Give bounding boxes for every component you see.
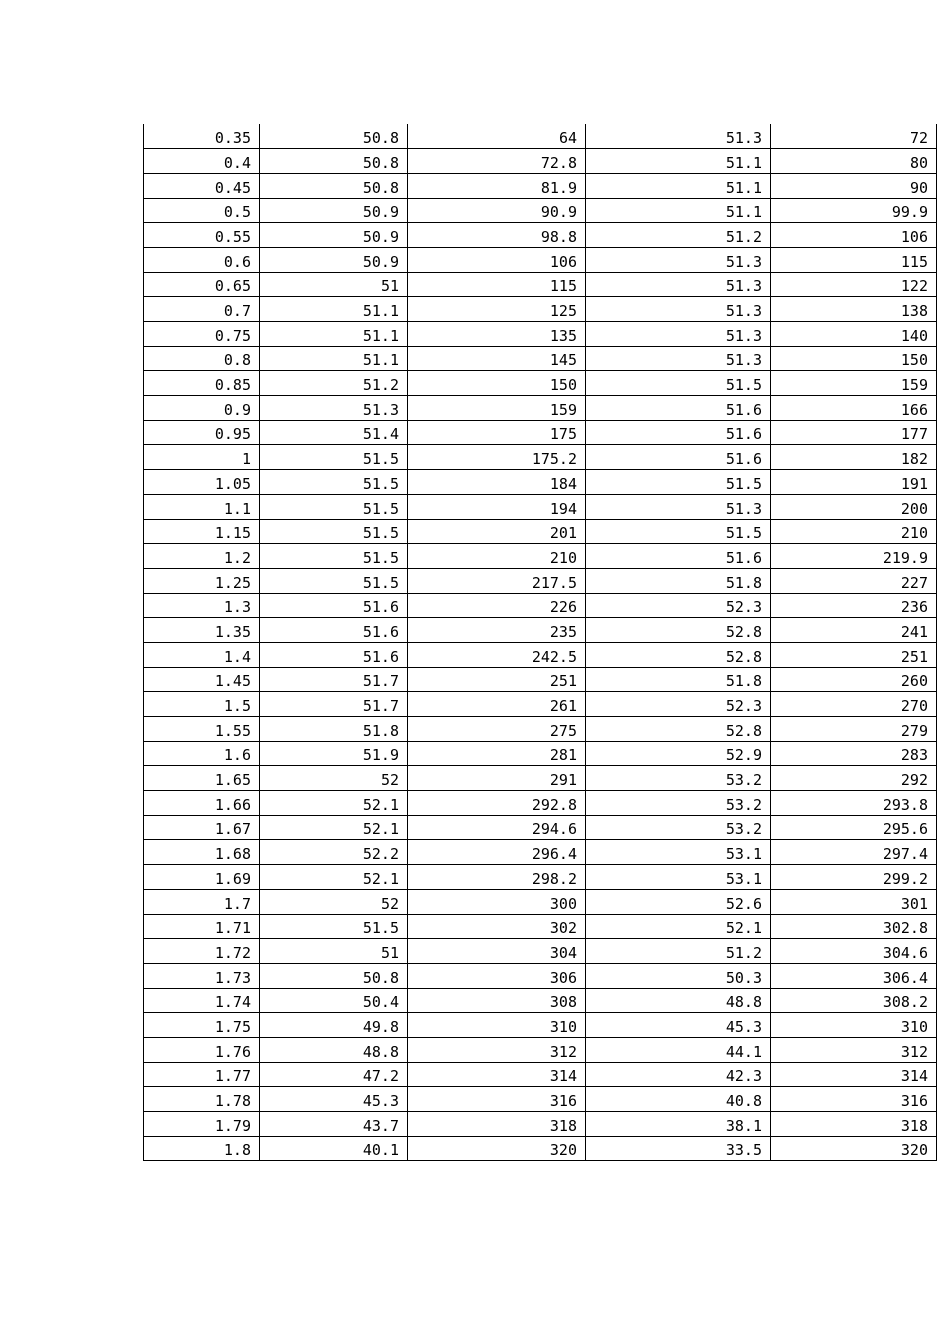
- table-cell: 304: [408, 939, 586, 964]
- table-cell: 227: [771, 568, 937, 593]
- table-cell: 1.69: [144, 865, 260, 890]
- table-cell: 0.7: [144, 297, 260, 322]
- table-cell: 1.25: [144, 568, 260, 593]
- table-cell: 52.1: [260, 791, 408, 816]
- table-cell: 53.2: [586, 815, 771, 840]
- table-cell: 49.8: [260, 1013, 408, 1038]
- table-cell: 51.1: [260, 322, 408, 347]
- table-row: [144, 272, 937, 297]
- table-row: [144, 223, 937, 248]
- table-cell: 50.3: [586, 963, 771, 988]
- table-cell: 308.2: [771, 988, 937, 1013]
- table-cell: 1.68: [144, 840, 260, 865]
- table-cell: 316: [408, 1087, 586, 1112]
- table-row: [144, 865, 937, 890]
- table-cell: 122: [771, 272, 937, 297]
- table-row: [144, 346, 937, 371]
- table-cell: 51.9: [260, 741, 408, 766]
- table-cell: 50.9: [260, 223, 408, 248]
- table-cell: 177: [771, 420, 937, 445]
- table-row: [144, 963, 937, 988]
- table-row: [144, 494, 937, 519]
- table-cell: 51.6: [586, 544, 771, 569]
- table-row: [144, 1112, 937, 1137]
- table-cell: 314: [771, 1062, 937, 1087]
- table-cell: 115: [408, 272, 586, 297]
- table-cell: 90: [771, 173, 937, 198]
- table-cell: 51.5: [260, 519, 408, 544]
- table-cell: 51.2: [260, 371, 408, 396]
- table-row: [144, 396, 937, 421]
- table-cell: 194: [408, 494, 586, 519]
- table-cell: 40.8: [586, 1087, 771, 1112]
- table-cell: 210: [408, 544, 586, 569]
- table-row: [144, 445, 937, 470]
- table-cell: 1.3: [144, 593, 260, 618]
- table-cell: 1.73: [144, 963, 260, 988]
- table-cell: 261: [408, 692, 586, 717]
- table-cell: 159: [771, 371, 937, 396]
- table-cell: 53.2: [586, 766, 771, 791]
- table-cell: 166: [771, 396, 937, 421]
- table-cell: 51.5: [260, 494, 408, 519]
- table-cell: 300: [408, 889, 586, 914]
- table-cell: 306: [408, 963, 586, 988]
- table-cell: 52.9: [586, 741, 771, 766]
- table-cell: 52.1: [260, 865, 408, 890]
- table-cell: 1.74: [144, 988, 260, 1013]
- table-cell: 50.9: [260, 247, 408, 272]
- table-cell: 51.5: [260, 470, 408, 495]
- table-cell: 53.2: [586, 791, 771, 816]
- table-cell: 51.1: [260, 297, 408, 322]
- table-cell: 50.8: [260, 149, 408, 174]
- table-row: [144, 1037, 937, 1062]
- table-cell: 43.7: [260, 1112, 408, 1137]
- table-row: [144, 815, 937, 840]
- table-row: [144, 692, 937, 717]
- table-cell: 312: [408, 1037, 586, 1062]
- table-cell: 52.1: [260, 815, 408, 840]
- table-cell: 312: [771, 1037, 937, 1062]
- table-cell: 1.1: [144, 494, 260, 519]
- table-cell: 51.5: [260, 914, 408, 939]
- table-cell: 297.4: [771, 840, 937, 865]
- table-cell: 51.1: [260, 346, 408, 371]
- table-row: [144, 939, 937, 964]
- table-cell: 51.4: [260, 420, 408, 445]
- table-row: [144, 247, 937, 272]
- table-row: [144, 1136, 937, 1161]
- table-cell: 51.6: [586, 445, 771, 470]
- table-cell: 1.77: [144, 1062, 260, 1087]
- table-cell: 51.8: [586, 568, 771, 593]
- table-cell: 191: [771, 470, 937, 495]
- table-row: [144, 544, 937, 569]
- table-cell: 1.7: [144, 889, 260, 914]
- table-row: [144, 791, 937, 816]
- table-cell: 40.1: [260, 1136, 408, 1161]
- table-row: [144, 840, 937, 865]
- table-cell: 292.8: [408, 791, 586, 816]
- table-cell: 52.2: [260, 840, 408, 865]
- table-cell: 72: [771, 124, 937, 149]
- table-cell: 45.3: [586, 1013, 771, 1038]
- table-cell: 1.75: [144, 1013, 260, 1038]
- table-cell: 201: [408, 519, 586, 544]
- table-cell: 281: [408, 741, 586, 766]
- table-cell: 1.05: [144, 470, 260, 495]
- table-cell: 314: [408, 1062, 586, 1087]
- table-cell: 1.35: [144, 618, 260, 643]
- table-cell: 0.65: [144, 272, 260, 297]
- table-cell: 52.3: [586, 593, 771, 618]
- table-cell: 1.72: [144, 939, 260, 964]
- table-cell: 219.9: [771, 544, 937, 569]
- table-row: [144, 618, 937, 643]
- table-row: [144, 741, 937, 766]
- table-cell: 293.8: [771, 791, 937, 816]
- table-cell: 51.1: [586, 198, 771, 223]
- table-cell: 236: [771, 593, 937, 618]
- table-cell: 1.79: [144, 1112, 260, 1137]
- table-row: [144, 1087, 937, 1112]
- table-cell: 52: [260, 766, 408, 791]
- table-row: [144, 198, 937, 223]
- table-cell: 260: [771, 667, 937, 692]
- table-row: [144, 371, 937, 396]
- table-row: [144, 420, 937, 445]
- table-cell: 51.3: [260, 396, 408, 421]
- table-row: [144, 1062, 937, 1087]
- table-cell: 33.5: [586, 1136, 771, 1161]
- table-cell: 226: [408, 593, 586, 618]
- table-cell: 53.1: [586, 865, 771, 890]
- table-cell: 0.45: [144, 173, 260, 198]
- table-cell: 0.9: [144, 396, 260, 421]
- table-cell: 291: [408, 766, 586, 791]
- table-cell: 1.65: [144, 766, 260, 791]
- table-cell: 296.4: [408, 840, 586, 865]
- table-cell: 106: [771, 223, 937, 248]
- table-cell: 135: [408, 322, 586, 347]
- table-cell: 125: [408, 297, 586, 322]
- table-cell: 51.3: [586, 247, 771, 272]
- table-cell: 50.9: [260, 198, 408, 223]
- table-row: [144, 322, 937, 347]
- table-cell: 0.85: [144, 371, 260, 396]
- table-cell: 1.67: [144, 815, 260, 840]
- table-cell: 279: [771, 717, 937, 742]
- table-cell: 306.4: [771, 963, 937, 988]
- table-cell: 81.9: [408, 173, 586, 198]
- table-cell: 1.8: [144, 1136, 260, 1161]
- table-cell: 320: [771, 1136, 937, 1161]
- table-cell: 48.8: [586, 988, 771, 1013]
- table-cell: 99.9: [771, 198, 937, 223]
- table-cell: 90.9: [408, 198, 586, 223]
- table-body: [144, 124, 937, 1161]
- table-cell: 1.15: [144, 519, 260, 544]
- table-cell: 52.8: [586, 618, 771, 643]
- table-cell: 50.4: [260, 988, 408, 1013]
- table-cell: 318: [408, 1112, 586, 1137]
- table-cell: 1.45: [144, 667, 260, 692]
- table-cell: 51.3: [586, 124, 771, 149]
- table-row: [144, 642, 937, 667]
- table-cell: 42.3: [586, 1062, 771, 1087]
- table-cell: 242.5: [408, 642, 586, 667]
- table-cell: 283: [771, 741, 937, 766]
- table-cell: 64: [408, 124, 586, 149]
- table-cell: 298.2: [408, 865, 586, 890]
- table-cell: 51.3: [586, 346, 771, 371]
- table-cell: 52.3: [586, 692, 771, 717]
- table-cell: 52: [260, 889, 408, 914]
- table-cell: 51.5: [260, 445, 408, 470]
- table-cell: 51.7: [260, 667, 408, 692]
- table-cell: 200: [771, 494, 937, 519]
- table-row: [144, 766, 937, 791]
- table-cell: 47.2: [260, 1062, 408, 1087]
- table-cell: 299.2: [771, 865, 937, 890]
- table-row: [144, 297, 937, 322]
- table-cell: 51.6: [260, 618, 408, 643]
- table-cell: 106: [408, 247, 586, 272]
- table-cell: 51: [260, 939, 408, 964]
- table-cell: 51.6: [586, 396, 771, 421]
- table-cell: 0.55: [144, 223, 260, 248]
- table-row: [144, 889, 937, 914]
- table-cell: 51.5: [260, 568, 408, 593]
- table-row: [144, 988, 937, 1013]
- table-cell: 98.8: [408, 223, 586, 248]
- table-cell: 51.5: [586, 519, 771, 544]
- table-cell: 1.5: [144, 692, 260, 717]
- table-cell: 52.6: [586, 889, 771, 914]
- table-row: [144, 470, 937, 495]
- table-cell: 51.2: [586, 939, 771, 964]
- table-row: [144, 173, 937, 198]
- table-row: [144, 593, 937, 618]
- table-cell: 51.1: [586, 173, 771, 198]
- table-cell: 51.3: [586, 272, 771, 297]
- table-cell: 44.1: [586, 1037, 771, 1062]
- table-cell: 310: [408, 1013, 586, 1038]
- table-cell: 1.4: [144, 642, 260, 667]
- table-cell: 308: [408, 988, 586, 1013]
- table-row: [144, 914, 937, 939]
- table-row: [144, 149, 937, 174]
- table-cell: 182: [771, 445, 937, 470]
- table-cell: 294.6: [408, 815, 586, 840]
- table-cell: 316: [771, 1087, 937, 1112]
- table-row: [144, 519, 937, 544]
- table-cell: 251: [408, 667, 586, 692]
- table-cell: 51.3: [586, 322, 771, 347]
- table-cell: 175: [408, 420, 586, 445]
- table-cell: 0.6: [144, 247, 260, 272]
- table-cell: 1: [144, 445, 260, 470]
- table-cell: 295.6: [771, 815, 937, 840]
- table-cell: 50.8: [260, 124, 408, 149]
- table-cell: 115: [771, 247, 937, 272]
- table-cell: 318: [771, 1112, 937, 1137]
- table-cell: 0.8: [144, 346, 260, 371]
- table-cell: 302.8: [771, 914, 937, 939]
- table-cell: 38.1: [586, 1112, 771, 1137]
- table-cell: 51.2: [586, 223, 771, 248]
- table-cell: 140: [771, 322, 937, 347]
- table-cell: 51.3: [586, 297, 771, 322]
- table-row: [144, 124, 937, 149]
- table-cell: 159: [408, 396, 586, 421]
- table-cell: 45.3: [260, 1087, 408, 1112]
- table-cell: 72.8: [408, 149, 586, 174]
- table-cell: 0.5: [144, 198, 260, 223]
- table-cell: 51: [260, 272, 408, 297]
- table-cell: 184: [408, 470, 586, 495]
- table-cell: 50.8: [260, 963, 408, 988]
- table-cell: 1.6: [144, 741, 260, 766]
- table-cell: 53.1: [586, 840, 771, 865]
- table-cell: 0.95: [144, 420, 260, 445]
- table-cell: 0.35: [144, 124, 260, 149]
- table-cell: 1.2: [144, 544, 260, 569]
- table-cell: 175.2: [408, 445, 586, 470]
- table-row: [144, 717, 937, 742]
- table-row: [144, 667, 937, 692]
- table-cell: 52.8: [586, 642, 771, 667]
- table-cell: 51.6: [260, 593, 408, 618]
- data-table: [143, 124, 937, 1161]
- table-cell: 51.7: [260, 692, 408, 717]
- table-cell: 48.8: [260, 1037, 408, 1062]
- table-cell: 210: [771, 519, 937, 544]
- table-cell: 51.6: [260, 642, 408, 667]
- table-cell: 302: [408, 914, 586, 939]
- table-cell: 150: [408, 371, 586, 396]
- table-cell: 145: [408, 346, 586, 371]
- table-row: [144, 568, 937, 593]
- table-cell: 51.6: [586, 420, 771, 445]
- table-cell: 251: [771, 642, 937, 667]
- table-cell: 80: [771, 149, 937, 174]
- table-cell: 1.66: [144, 791, 260, 816]
- table-cell: 51.5: [260, 544, 408, 569]
- table-cell: 320: [408, 1136, 586, 1161]
- table-cell: 304.6: [771, 939, 937, 964]
- table-cell: 310: [771, 1013, 937, 1038]
- table-cell: 301: [771, 889, 937, 914]
- table-cell: 0.4: [144, 149, 260, 174]
- table-cell: 150: [771, 346, 937, 371]
- table-cell: 51.1: [586, 149, 771, 174]
- table-cell: 52.8: [586, 717, 771, 742]
- table-cell: 1.78: [144, 1087, 260, 1112]
- table-cell: 51.8: [586, 667, 771, 692]
- table-cell: 1.71: [144, 914, 260, 939]
- table-row: [144, 1013, 937, 1038]
- table-cell: 52.1: [586, 914, 771, 939]
- table-cell: 1.76: [144, 1037, 260, 1062]
- table-cell: 51.5: [586, 371, 771, 396]
- table-cell: 217.5: [408, 568, 586, 593]
- table-cell: 270: [771, 692, 937, 717]
- table-cell: 51.5: [586, 470, 771, 495]
- table-cell: 138: [771, 297, 937, 322]
- table-cell: 235: [408, 618, 586, 643]
- table-cell: 51.8: [260, 717, 408, 742]
- table-cell: 241: [771, 618, 937, 643]
- table-cell: 51.3: [586, 494, 771, 519]
- table-cell: 292: [771, 766, 937, 791]
- table-cell: 0.75: [144, 322, 260, 347]
- table-cell: 275: [408, 717, 586, 742]
- table-cell: 50.8: [260, 173, 408, 198]
- table-cell: 1.55: [144, 717, 260, 742]
